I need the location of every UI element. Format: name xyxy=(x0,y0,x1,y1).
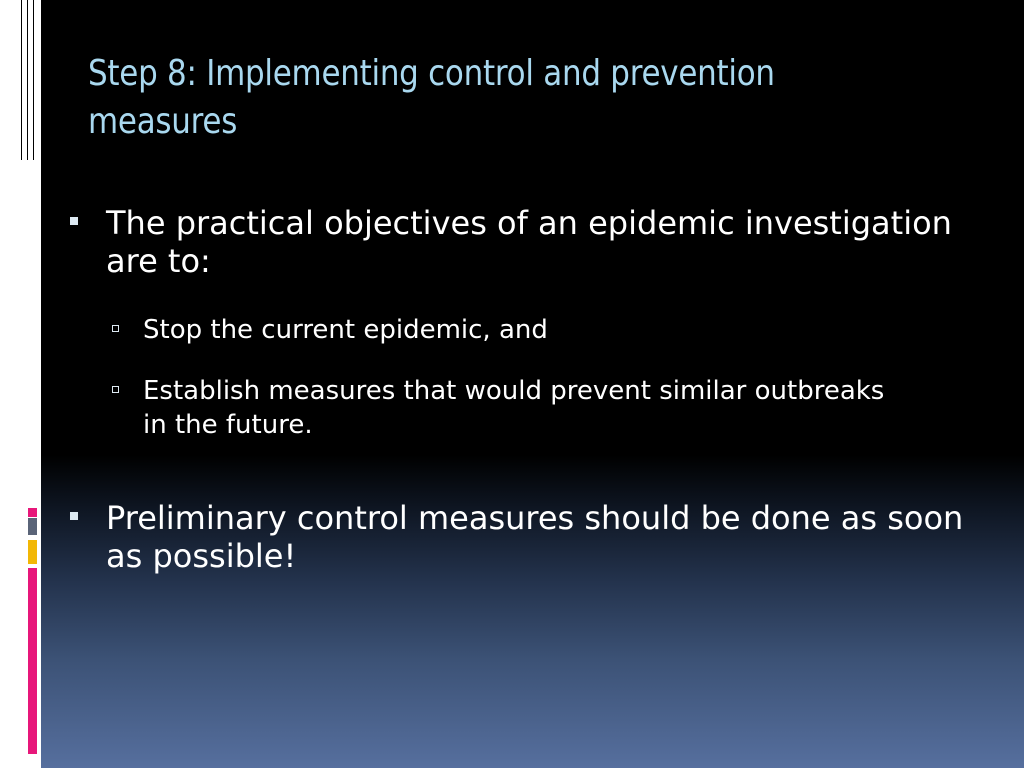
filled-square-bullet-icon xyxy=(70,512,78,520)
hollow-square-bullet-icon xyxy=(112,386,119,393)
slide-title: Step 8: Implementing control and prevention measures xyxy=(88,53,775,142)
bullet-text: Preliminary control measures should be done as soon as possible! xyxy=(106,499,964,575)
filled-square-bullet-icon xyxy=(70,217,78,225)
bullet-item xyxy=(70,499,970,575)
sub-bullet-item xyxy=(112,313,912,347)
bullet-text: The practical objectives of an epidemic investigation are to: xyxy=(106,204,952,280)
hollow-square-bullet-icon xyxy=(112,325,119,332)
sub-bullet-text: Stop the current epidemic, and xyxy=(143,315,548,345)
sub-bullet-text: Establish measures that would prevent similar outbreaks in the future. xyxy=(143,376,885,440)
sub-bullet-item xyxy=(112,374,912,442)
bullet-item xyxy=(70,204,970,280)
